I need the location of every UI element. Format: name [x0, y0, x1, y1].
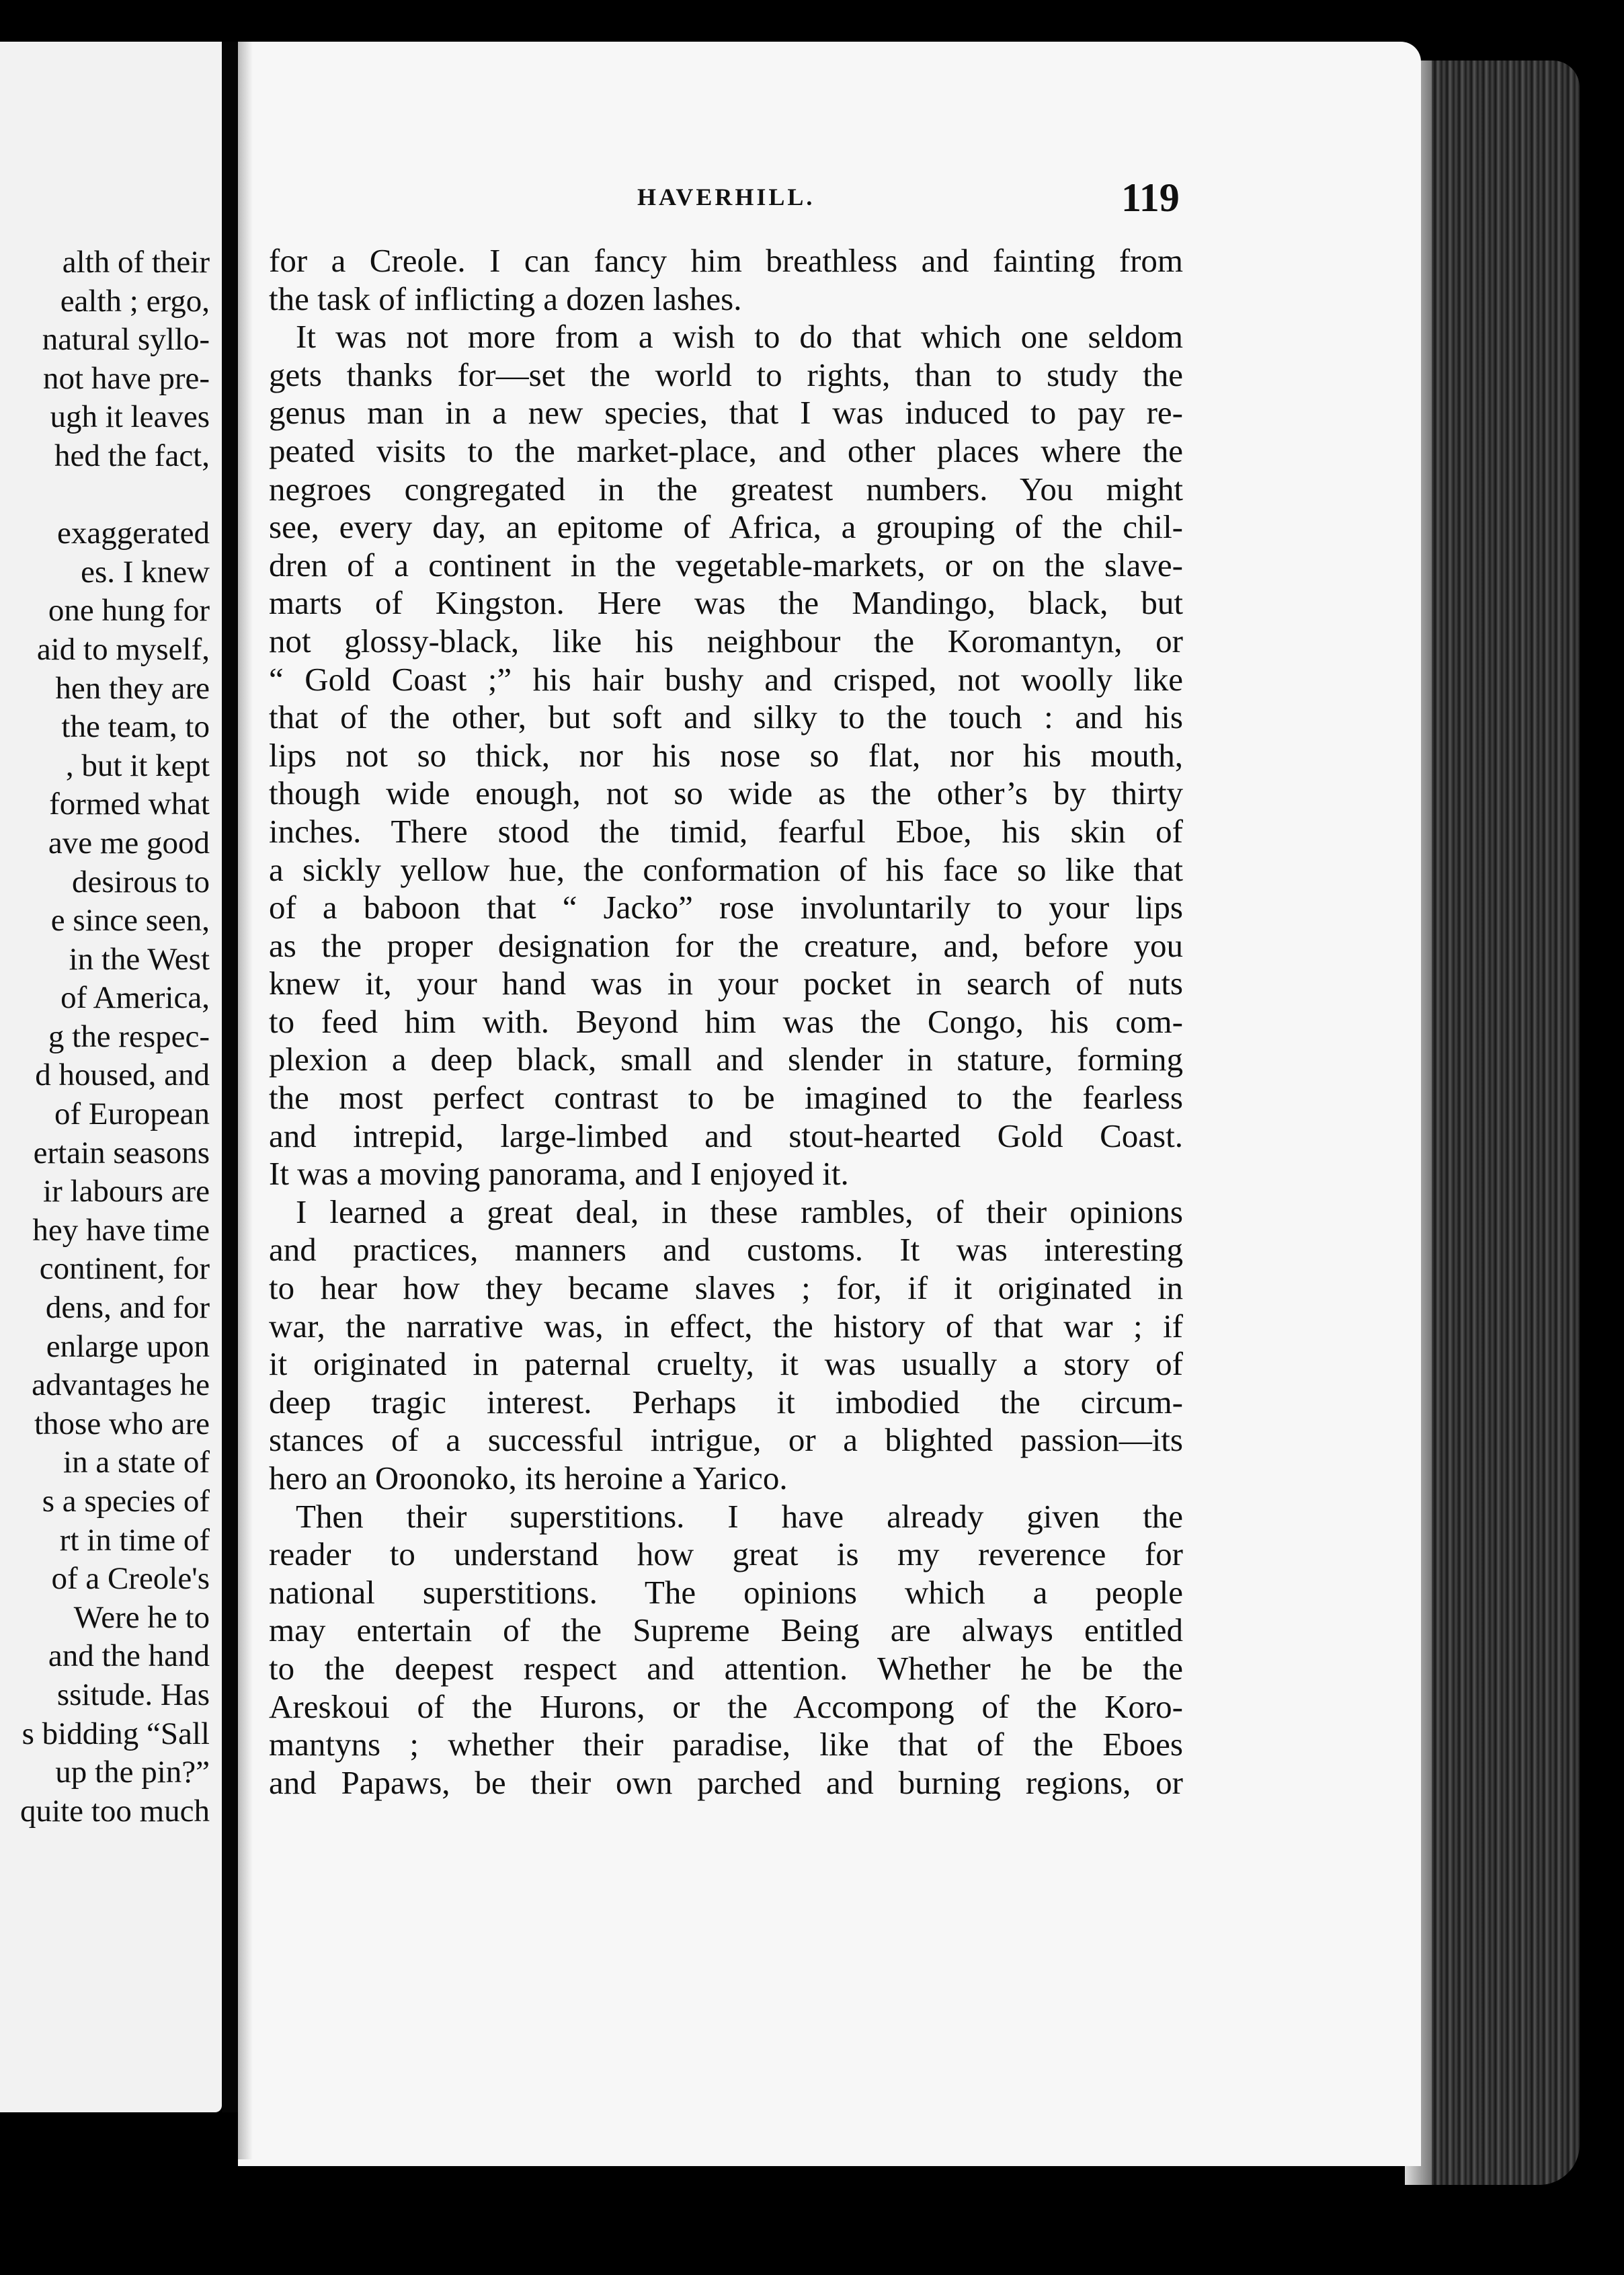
- left-text-line: hey have time: [32, 1212, 210, 1248]
- text-line: genus man in a new species, that I was induced to pay re-: [269, 394, 1183, 432]
- left-text-line: those who are: [34, 1406, 210, 1441]
- left-text-line: alth of their: [62, 245, 210, 280]
- text-line: though wide enough, not so wide as the other’s by thirty: [269, 774, 1183, 812]
- left-text-line: exaggerated: [56, 516, 210, 551]
- left-text-line: , but it kept: [65, 748, 210, 783]
- left-text-line: Were he to: [73, 1599, 210, 1635]
- text-line: see, every day, an epitome of Africa, a grouping of the chil-: [269, 508, 1183, 546]
- left-text-line: ealth ; ergo,: [60, 283, 210, 319]
- left-text-line: ugh it leaves: [50, 399, 210, 435]
- text-line: national superstitions. The opinions which a people: [269, 1573, 1183, 1611]
- left-text-line: hen they are: [55, 670, 210, 706]
- left-text-line: of a Creole's: [51, 1561, 210, 1597]
- text-line: I learned a great deal, in these rambles, of their opinions: [296, 1193, 1183, 1230]
- left-text-line: es. I knew: [81, 554, 210, 590]
- text-line: stances of a successful intrigue, or a blighted passion—its: [269, 1421, 1183, 1459]
- left-text-line: hed the fact,: [54, 438, 210, 473]
- left-text-line: up the pin?”: [55, 1755, 210, 1790]
- book-gutter: [222, 42, 238, 2112]
- left-text-line: ssitude. Has: [56, 1677, 210, 1712]
- body-text: [269, 242, 1183, 1802]
- left-text-line: d housed, and: [35, 1057, 210, 1093]
- text-line: Then their superstitions. I have already given the: [296, 1497, 1183, 1535]
- text-line: to the deepest respect and attention. Whether he be the: [269, 1649, 1183, 1687]
- left-text-line: not have pre-: [43, 360, 210, 396]
- left-text-line: enlarge upon: [46, 1328, 210, 1364]
- left-text-line: of European: [54, 1096, 210, 1132]
- text-line: reader to understand how great is my reverence for: [269, 1535, 1183, 1573]
- text-line: as the proper designation for the creature, and, before you: [269, 926, 1183, 964]
- left-text-line: in the West: [69, 941, 210, 977]
- left-text-line: aid to myself,: [36, 631, 210, 667]
- text-line: the most perfect contrast to be imagined to the fearless: [269, 1079, 1183, 1117]
- text-line: plexion a deep black, small and slender in stature, forming: [269, 1041, 1183, 1078]
- text-line: “ Gold Coast ;” his hair bushy and crisped, not woolly like: [269, 660, 1183, 698]
- left-text-line: in a state of: [63, 1445, 210, 1480]
- text-line: peated visits to the market-place, and other places where the: [269, 432, 1183, 469]
- text-line: and Papaws, be their own parched and burning regions, or: [269, 1763, 1183, 1801]
- left-text-line: g the respec-: [48, 1019, 210, 1054]
- text-line: lips not so thick, nor his nose so flat, nor his mouth,: [269, 736, 1183, 774]
- text-line: a sickly yellow hue, the conformation of his face so like that: [269, 850, 1183, 888]
- left-text-line: one hung for: [48, 593, 210, 629]
- text-line: Areskoui of the Hurons, or the Accompong of the Koro-: [269, 1687, 1183, 1725]
- left-text-line: ir labours are: [43, 1174, 210, 1209]
- left-text-line: advantages he: [32, 1367, 210, 1403]
- left-text-line: rt in time of: [59, 1522, 210, 1558]
- text-line: knew it, your hand was in your pocket in search of nuts: [269, 965, 1183, 1002]
- text-line: It was not more from a wish to do that which one seldom: [296, 318, 1183, 356]
- left-text-line: continent, for: [39, 1251, 210, 1287]
- text-line: gets thanks for—set the world to rights, than to study the: [269, 356, 1183, 393]
- text-line: to hear how they became slaves ; for, if it originated in: [269, 1269, 1183, 1307]
- text-line: that of the other, but soft and silky to the touch : and his: [269, 699, 1183, 736]
- text-line: and practices, manners and customs. It was interesting: [269, 1231, 1183, 1269]
- left-text-line: dens, and for: [45, 1290, 210, 1326]
- text-line: may entertain of the Supreme Being are always entitled: [269, 1611, 1183, 1649]
- text-line: not glossy-black, like his neighbour the Koromantyn, or: [269, 622, 1183, 660]
- left-text-line: of America,: [60, 980, 210, 1016]
- text-line: deep tragic interest. Perhaps it imbodied the circum-: [269, 1383, 1183, 1421]
- text-line: marts of Kingston. Here was the Mandingo, black, but: [269, 584, 1183, 622]
- page-edges: [1405, 61, 1580, 2185]
- left-page-text: [0, 243, 210, 1831]
- left-text-line: the team, to: [61, 709, 210, 745]
- left-text-line: s a species of: [42, 1484, 210, 1519]
- left-page: [0, 42, 222, 2112]
- left-text-line: quite too much: [20, 1793, 210, 1829]
- left-text-line: ertain seasons: [33, 1135, 210, 1170]
- text-line: it originated in paternal cruelty, it was usually a story of: [269, 1345, 1183, 1383]
- text-line: war, the narrative was, in effect, the history of that war ; if: [269, 1307, 1183, 1345]
- text-line: It was a moving panorama, and I enjoyed it.: [269, 1155, 849, 1193]
- text-line: of a baboon that “ Jacko” rose involuntarily to your lips: [269, 889, 1183, 926]
- left-text-line: formed what: [49, 787, 210, 822]
- page-number: 119: [1121, 175, 1180, 220]
- left-text-line: e since seen,: [50, 903, 210, 939]
- text-line: for a Creole. I can fancy him breathless and fainting from: [269, 242, 1183, 279]
- text-line: mantyns ; whether their paradise, like that of the Eboes: [269, 1726, 1183, 1763]
- text-line: hero an Oroonoko, its heroine a Yarico.: [269, 1460, 788, 1496]
- page-crease: [238, 42, 253, 2159]
- left-text-line: ave me good: [48, 825, 210, 861]
- running-head: HAVERHILL.: [637, 184, 815, 210]
- left-text-line: desirous to: [72, 864, 210, 900]
- text-line: to feed him with. Beyond him was the Congo, his com-: [269, 1002, 1183, 1040]
- left-text-line: and the hand: [48, 1638, 210, 1674]
- left-text-line: s bidding “Sall: [22, 1716, 210, 1751]
- text-line: and intrepid, large-limbed and stout-hearted Gold Coast.: [269, 1117, 1183, 1154]
- text-line: inches. There stood the timid, fearful Eboe, his skin of: [269, 812, 1183, 850]
- text-line: the task of inflicting a dozen lashes.: [269, 280, 742, 317]
- left-text-line: [0, 476, 210, 515]
- text-line: dren of a continent in the vegetable-markets, or on the slave-: [269, 546, 1183, 584]
- text-line: negroes congregated in the greatest numbers. You might: [269, 470, 1183, 508]
- left-text-line: natural syllo-: [42, 322, 210, 358]
